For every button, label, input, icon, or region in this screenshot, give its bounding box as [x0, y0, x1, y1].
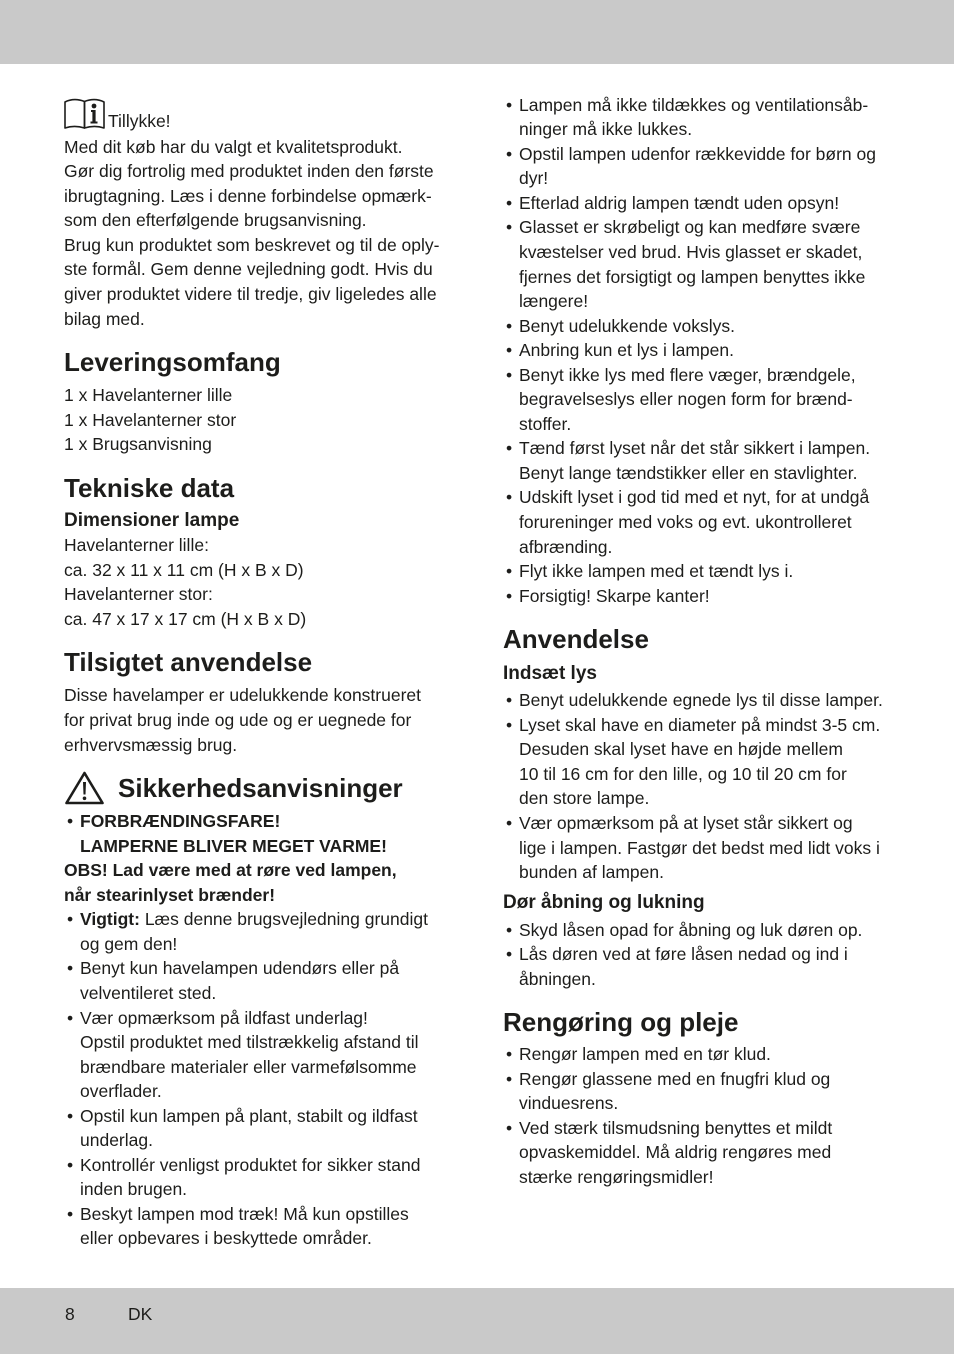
intended-use-text: Disse havelamper er udelukkende konstrueret for privat brug inde og ude og er uegnede for erhvervsmæssig brug.	[64, 685, 421, 755]
care-item: • Rengør lampen med en tør klud.	[503, 1042, 923, 1067]
section-title-safety: Sikkerhedsanvisninger	[118, 773, 403, 804]
safety-item: • Efterlad aldrig lampen tændt uden opsyn!	[503, 191, 923, 216]
safety-item: • Benyt udelukkende vokslys.	[503, 314, 923, 339]
intro-paragraph: Brug kun produktet som beskrevet og til de oply- ste formål. Gem denne vejledning godt. Hvis du giver produktet videre til tredje, giv ligeledes alle bilag med.	[64, 234, 440, 329]
technical-line: ca. 47 x 17 x 17 cm (H x B x D)	[64, 608, 307, 629]
intro-paragraph: Med dit køb har du valgt et kvalitetsprodukt. Gør dig fortrolig med produktet inden den første ibrugtagning. Læs i denne forbindelse opmærk- som den efterfølgende brugsanvisning.	[64, 136, 434, 231]
important-label: Vigtigt:	[80, 909, 140, 930]
usage-item: • Benyt udelukkende egnede lys til disse lamper.	[503, 688, 923, 713]
delivery-scope-section	[64, 346, 464, 457]
subtitle-door: Dør åbning og lukning	[503, 892, 705, 914]
safety-item: • Kontrollér venligst produktet for sikker stand inden brugen.	[64, 1153, 464, 1202]
care-item: • Rengør glassene med en fnugfri klud og vinduesrens.	[503, 1067, 923, 1116]
usage-section	[503, 623, 923, 991]
safety-item: • Benyt kun havelampen udendørs eller på velventileret sted.	[64, 956, 464, 1005]
page-number: 8	[65, 1303, 75, 1324]
safety-item-important	[64, 907, 464, 956]
language-code: DK	[128, 1303, 153, 1324]
technical-line: ca. 32 x 11 x 11 cm (H x B x D)	[64, 559, 304, 580]
usage-item: • Lyset skal have en diameter på mindst 3-5 cm. Desuden skal lyset have en højde mellem 10 til 16 cm for den lille, og 10 til 20 cm for den store lampe.	[503, 713, 923, 811]
scope-item: 1 x Brugsanvisning	[64, 434, 212, 455]
section-title-care: Rengøring og pleje	[503, 1007, 739, 1038]
safety-item: • Tænd først lyset når det står sikkert i lampen. Benyt lange tændstikker eller en stavlighter.	[503, 436, 923, 485]
safety-item: • Vær opmærksom på ildfast underlag! Opstil produktet med tilstrækkelig afstand til brændbare materialer eller varmefølsomme overflader.	[64, 1006, 464, 1104]
safety-item: • Opstil lampen udenfor rækkevidde for børn og dyr!	[503, 142, 923, 191]
safety-warning-item: • FORBRÆNDINGSFARE! LAMPERNE BLIVER MEGET VARME!	[64, 809, 464, 858]
top-bar	[0, 0, 954, 64]
scope-item: 1 x Havelanterner lille	[64, 385, 233, 406]
safety-heading	[64, 772, 464, 804]
important-text: Læs denne brugsvejledning grundigt og gem den!	[80, 909, 428, 954]
subtitle-insert-candle: Indsæt lys	[503, 662, 597, 684]
safety-item: • Anbring kun et lys i lampen.	[503, 338, 923, 363]
section-title-technical-data: Tekniske data	[64, 472, 235, 503]
door-item: • Lås døren ved at føre låsen nedad og ind i åbningen.	[503, 942, 923, 991]
technical-line: Havelanterner stor:	[64, 584, 213, 605]
safety-item: • Opstil kun lampen på plant, stabilt og ildfast underlag.	[64, 1104, 464, 1153]
usage-item: • Vær opmærksom på at lyset står sikkert og lige i lampen. Fastgør det bedst med lidt voks i bunden af lampen.	[503, 811, 923, 885]
technical-data-section	[64, 472, 464, 632]
section-title-intended-use: Tilsigtet anvendelse	[64, 647, 313, 678]
safety-item: • Beskyt lampen mod træk! Må kun opstilles eller opbevares i beskyttede områder.	[64, 1202, 464, 1251]
intended-use-section	[64, 646, 464, 757]
safety-item: • Udskift lyset i god tid med et nyt, for at undgå forureninger med voks og evt. ukontrolleret afbrænding.	[503, 485, 923, 559]
care-item: • Ved stærk tilsmudsning benyttes et mildt opvaskemiddel. Må aldrig rengøres med stærke rengøringsmidler!	[503, 1116, 923, 1190]
section-title-delivery-scope: Leveringsomfang	[64, 347, 281, 378]
warning-triangle-icon	[64, 770, 105, 806]
safety-item: • Forsigtig! Skarpe kanter!	[503, 584, 923, 609]
safety-item: • Glasset er skrøbeligt og kan medføre svære kvæstelser ved brud. Hvis glasset er skadet, fjernes det forsigtigt og lampen benyttes ikke længere!	[503, 215, 923, 313]
section-title-usage: Anvendelse	[503, 624, 649, 655]
left-column	[64, 109, 464, 1251]
door-item: • Skyd låsen opad for åbning og luk døren op.	[503, 918, 923, 943]
technical-line: Havelanterner lille:	[64, 535, 209, 556]
safety-item: • Flyt ikke lampen med et tændt lys i.	[503, 559, 923, 584]
scope-item: 1 x Havelanterner stor	[64, 409, 237, 430]
right-column	[503, 93, 923, 1190]
safety-item: • Benyt ikke lys med flere væger, brændgele, begravelseslys eller nogen form for brænd- stoffer.	[503, 363, 923, 437]
safety-caution-note: OBS! Lad være med at røre ved lampen, når stearinlyset brænder!	[64, 860, 397, 905]
subtitle-dimensions: Dimensioner lampe	[64, 509, 240, 531]
safety-section-continued	[503, 93, 923, 608]
care-section	[503, 1006, 923, 1189]
greeting: Tillykke!	[108, 110, 171, 131]
safety-section	[64, 772, 464, 1251]
safety-item: • Lampen må ikke tildækkes og ventilationsåb- ninger må ikke lukkes.	[503, 93, 923, 142]
